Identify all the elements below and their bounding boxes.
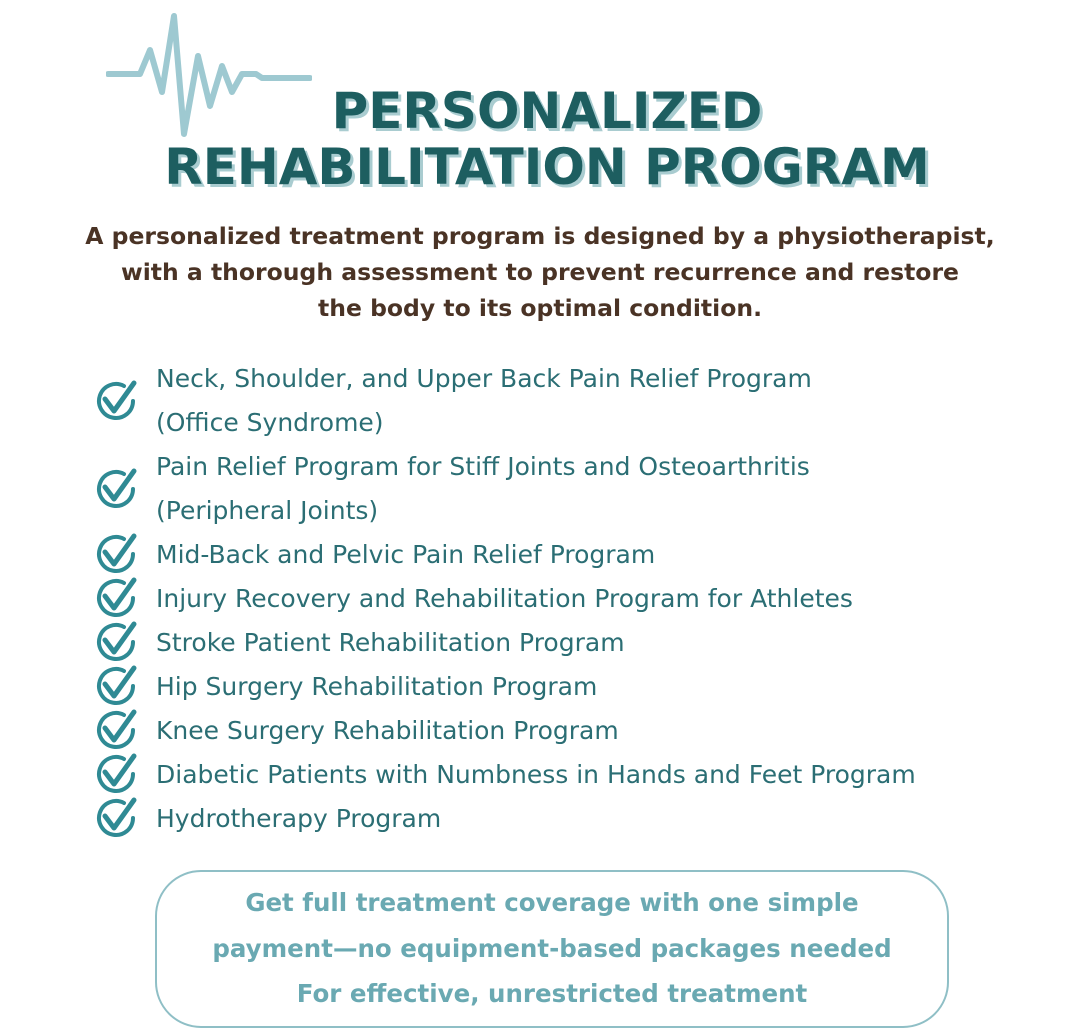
list-item: Hydrotherapy Program xyxy=(156,804,442,833)
footer-line-2: payment—no equipment-based packages needed xyxy=(212,933,892,963)
checkmark-circle-icon xyxy=(94,620,138,664)
intro-line-2: with a thorough assessment to prevent recurrence and restore xyxy=(121,258,959,286)
list-item: Diabetic Patients with Numbness in Hands and Feet Program xyxy=(156,760,916,789)
list-item: Neck, Shoulder, and Upper Back Pain Relief Program (Office Syndrome) xyxy=(156,364,812,437)
footer-callout-text xyxy=(155,880,949,1017)
footer-line-1: Get full treatment coverage with one simple xyxy=(245,888,859,917)
checkmark-circle-icon xyxy=(94,796,138,840)
footer-line-3: For effective, unrestricted treatment xyxy=(296,979,808,1008)
page-title-line-1: PERSONALIZED xyxy=(331,82,763,140)
checkmark-circle-icon xyxy=(94,664,138,708)
page-title-line-2: REHABILITATION PROGRAM xyxy=(164,138,930,196)
checkmark-circle-icon xyxy=(94,576,138,620)
intro-line-3: the body to its optimal condition. xyxy=(318,294,762,322)
intro-paragraph xyxy=(0,218,1080,326)
list-item: Injury Recovery and Rehabilitation Program for Athletes xyxy=(156,584,853,613)
list-item: Stroke Patient Rehabilitation Program xyxy=(156,628,625,657)
list-item: Hip Surgery Rehabilitation Program xyxy=(156,672,598,701)
list-item: Mid-Back and Pelvic Pain Relief Program xyxy=(156,540,656,569)
checkmark-circle-icon xyxy=(94,752,138,796)
checkmark-circle-icon xyxy=(94,532,138,576)
intro-line-1: A personalized treatment program is designed by a physiotherapist, xyxy=(85,222,995,250)
checkmark-circle-icon xyxy=(94,379,138,423)
checkmark-circle-icon xyxy=(94,467,138,511)
list-item: Knee Surgery Rehabilitation Program xyxy=(156,716,619,745)
checkmark-circle-icon xyxy=(94,708,138,752)
list-item: Pain Relief Program for Stiff Joints and Osteoarthritis (Peripheral Joints) xyxy=(156,452,810,525)
